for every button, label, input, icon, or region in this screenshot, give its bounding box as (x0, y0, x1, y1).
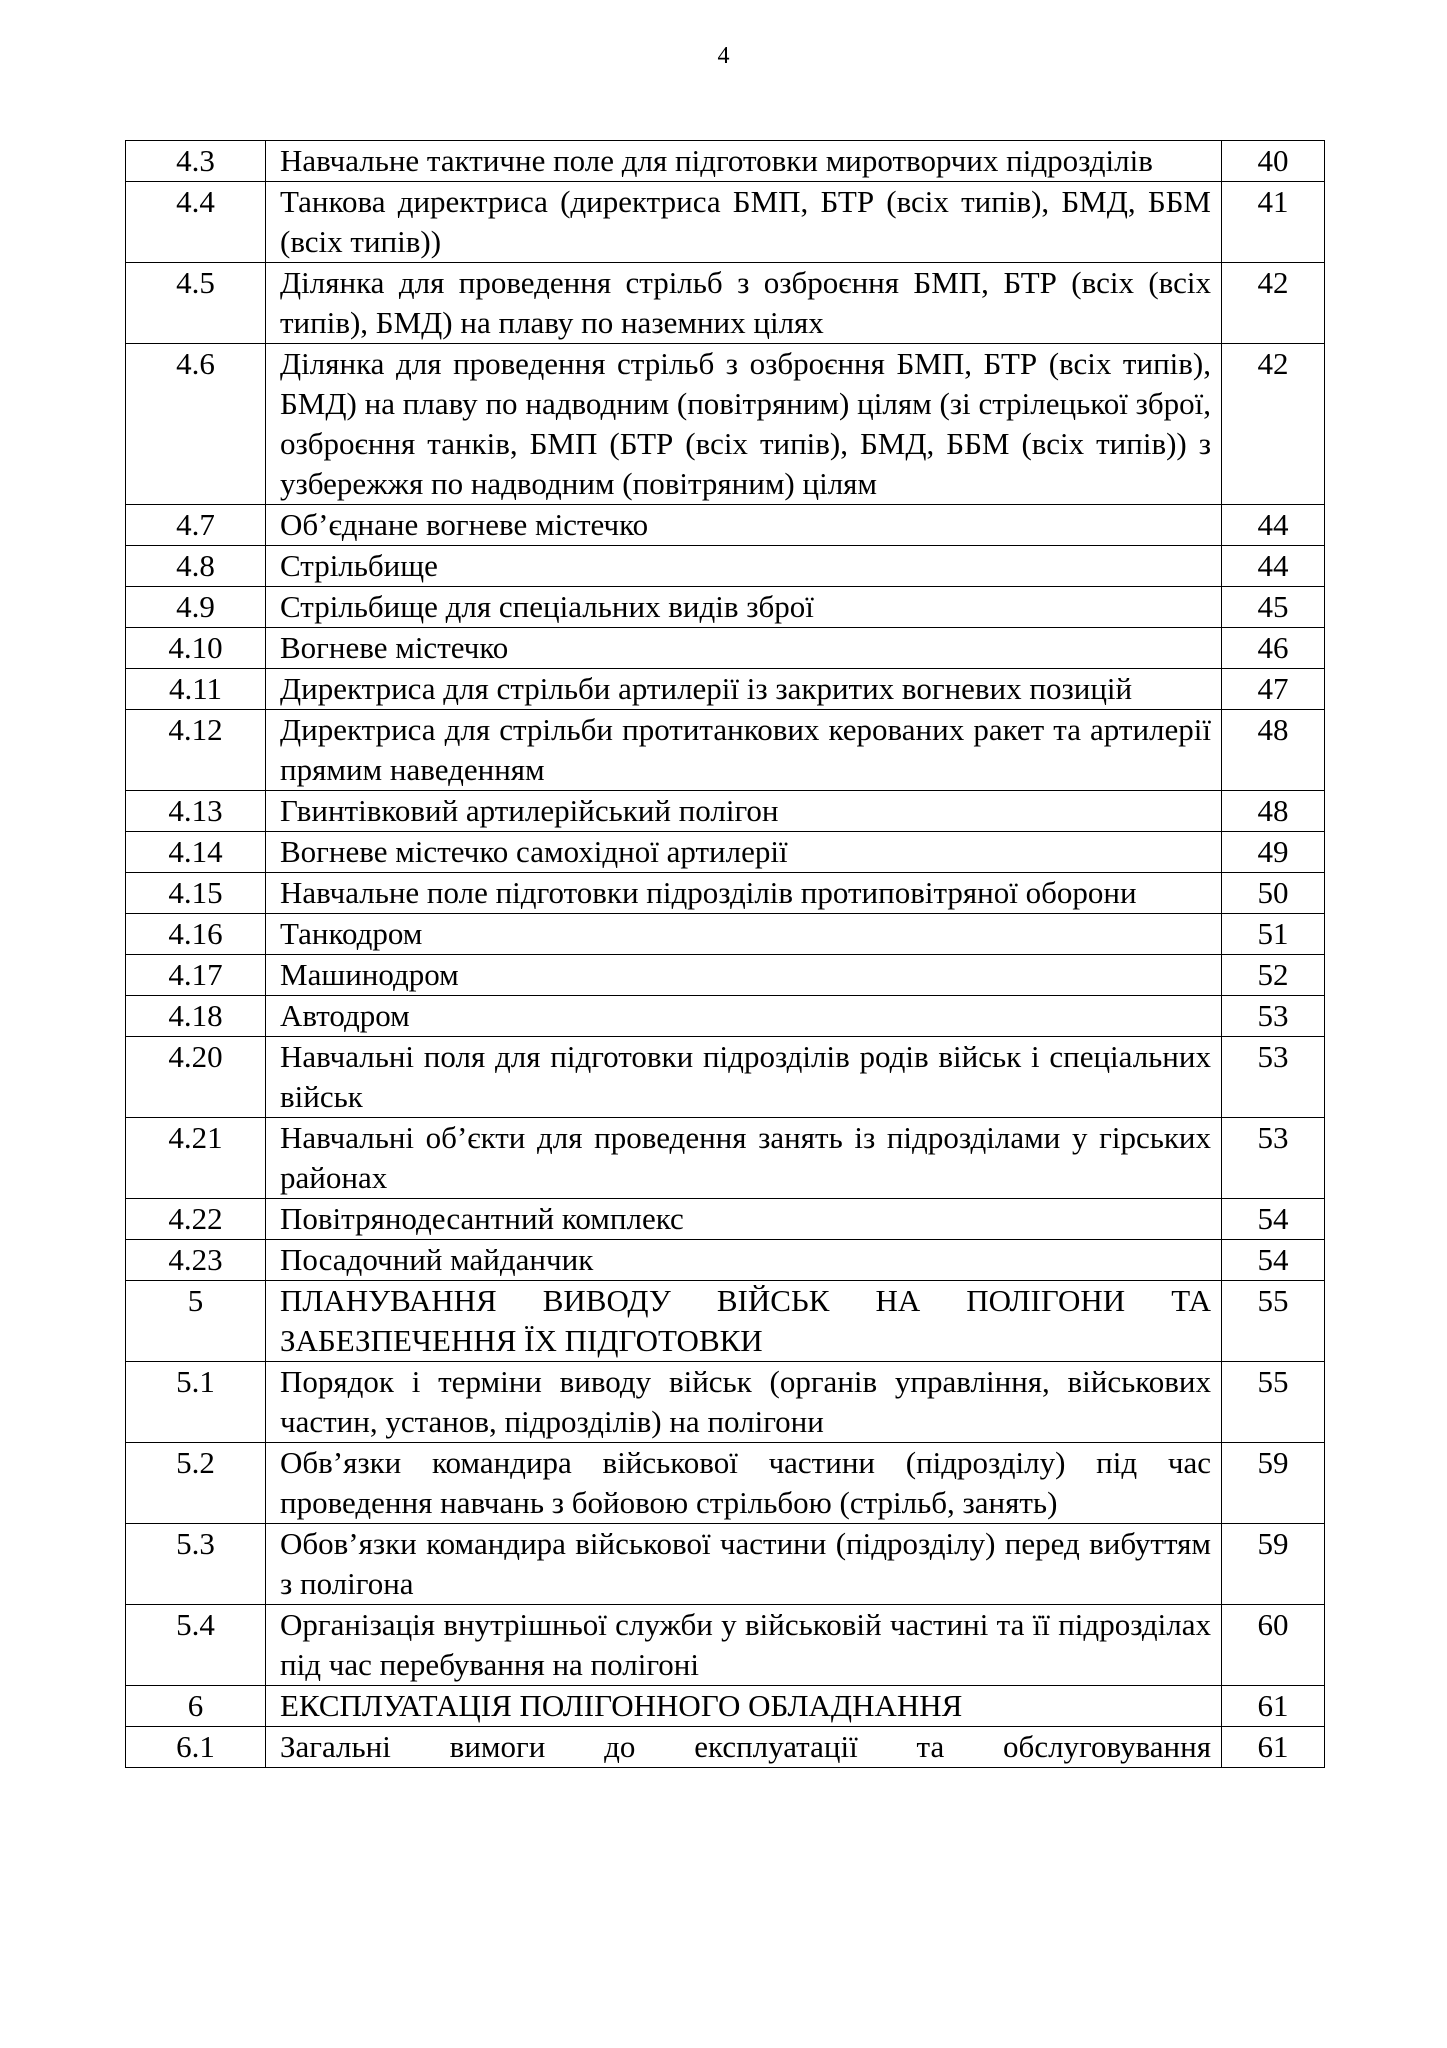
toc-row (126, 628, 1325, 669)
toc-section-title: Стрільбище (266, 546, 1222, 587)
toc-section-number: 5.3 (126, 1524, 266, 1605)
toc-section-title: Повітрянодесантний комплекс (266, 1199, 1222, 1240)
toc-row (126, 1118, 1325, 1199)
toc-row (126, 1199, 1325, 1240)
toc-row (126, 1686, 1325, 1727)
toc-section-title: Машинодром (266, 955, 1222, 996)
toc-page-number: 55 (1222, 1362, 1325, 1443)
toc-row (126, 955, 1325, 996)
toc-page-number: 49 (1222, 832, 1325, 873)
toc-section-number: 4.10 (126, 628, 266, 669)
toc-page-number: 50 (1222, 873, 1325, 914)
toc-section-number: 6.1 (126, 1727, 266, 1768)
toc-section-number: 5 (126, 1281, 266, 1362)
toc-page-number: 61 (1222, 1727, 1325, 1768)
toc-page-number: 52 (1222, 955, 1325, 996)
table-of-contents (125, 140, 1325, 1768)
toc-row (126, 873, 1325, 914)
toc-row (126, 505, 1325, 546)
toc-section-number: 4.9 (126, 587, 266, 628)
toc-section-number: 4.8 (126, 546, 266, 587)
toc-row (126, 263, 1325, 344)
toc-page-number: 59 (1222, 1524, 1325, 1605)
toc-section-number: 4.4 (126, 182, 266, 263)
toc-section-title: Стрільбище для спеціальних видів зброї (266, 587, 1222, 628)
toc-section-title: Загальні вимоги до експлуатації та обслуговування (266, 1727, 1222, 1768)
toc-section-number: 4.13 (126, 791, 266, 832)
toc-row (126, 1037, 1325, 1118)
toc-page-number: 41 (1222, 182, 1325, 263)
toc-section-number: 5.1 (126, 1362, 266, 1443)
toc-page-number: 42 (1222, 263, 1325, 344)
toc-row (126, 669, 1325, 710)
toc-row (126, 182, 1325, 263)
toc-row (126, 1524, 1325, 1605)
toc-page-number: 59 (1222, 1443, 1325, 1524)
toc-page-number: 53 (1222, 1037, 1325, 1118)
toc-page-number: 40 (1222, 141, 1325, 182)
toc-row (126, 1362, 1325, 1443)
toc-row (126, 141, 1325, 182)
toc-section-title: Ділянка для проведення стрільб з озброєння БМП, БТР (всіх типів), БМД) на плаву по надводним (повітряним) цілям (зі стрілецької зброї, озброєння танків, БМП (БТР (всіх типів), БМД, ББМ (всіх типів)) з узбережжя по надводним (повітряним) цілям (266, 344, 1222, 505)
toc-section-title: Навчальні об’єкти для проведення занять із підрозділами у гірських районах (266, 1118, 1222, 1199)
toc-row (126, 546, 1325, 587)
toc-section-title: Ділянка для проведення стрільб з озброєння БМП, БТР (всіх (всіх типів), БМД) на плаву по наземних цілях (266, 263, 1222, 344)
toc-section-number: 4.6 (126, 344, 266, 505)
toc-section-title: Навчальне поле підготовки підрозділів протиповітряної оборони (266, 873, 1222, 914)
toc-row (126, 832, 1325, 873)
toc-section-number: 5.2 (126, 1443, 266, 1524)
toc-row (126, 1240, 1325, 1281)
toc-section-title: Директриса для стрільби протитанкових керованих ракет та артилерії прямим наведенням (266, 710, 1222, 791)
toc-row (126, 1443, 1325, 1524)
toc-row (126, 1605, 1325, 1686)
toc-section-number: 4.22 (126, 1199, 266, 1240)
toc-page-number: 53 (1222, 1118, 1325, 1199)
toc-section-number: 4.18 (126, 996, 266, 1037)
toc-section-title: Танкодром (266, 914, 1222, 955)
toc-page-number: 47 (1222, 669, 1325, 710)
toc-row (126, 1727, 1325, 1768)
toc-section-number: 4.16 (126, 914, 266, 955)
toc-page-number: 51 (1222, 914, 1325, 955)
toc-section-title: Вогневе містечко (266, 628, 1222, 669)
toc-page-number: 44 (1222, 505, 1325, 546)
toc-section-title: Об’єднане вогневе містечко (266, 505, 1222, 546)
toc-section-number: 4.11 (126, 669, 266, 710)
toc-page-number: 60 (1222, 1605, 1325, 1686)
toc-page-number: 54 (1222, 1240, 1325, 1281)
page-number: 4 (717, 43, 730, 69)
toc-section-title: Обв’язки командира військової частини (підрозділу) під час проведення навчань з бойовою стрільбою (стрільб, занять) (266, 1443, 1222, 1524)
toc-section-number: 4.12 (126, 710, 266, 791)
toc-section-title: Порядок і терміни виводу військ (органів управління, військових частин, установ, підрозділів) на полігони (266, 1362, 1222, 1443)
toc-row (126, 1281, 1325, 1362)
toc-page-number: 61 (1222, 1686, 1325, 1727)
toc-row (126, 710, 1325, 791)
toc-section-number: 4.3 (126, 141, 266, 182)
toc-page-number: 44 (1222, 546, 1325, 587)
toc-row (126, 914, 1325, 955)
toc-row (126, 344, 1325, 505)
toc-page-number: 53 (1222, 996, 1325, 1037)
toc-section-title: Навчальні поля для підготовки підрозділів родів військ і спеціальних військ (266, 1037, 1222, 1118)
toc-section-title: ЕКСПЛУАТАЦІЯ ПОЛІГОННОГО ОБЛАДНАННЯ (266, 1686, 1222, 1727)
toc-section-number: 4.20 (126, 1037, 266, 1118)
toc-page-number: 42 (1222, 344, 1325, 505)
toc-section-number: 5.4 (126, 1605, 266, 1686)
toc-section-number: 4.14 (126, 832, 266, 873)
toc-page-number: 54 (1222, 1199, 1325, 1240)
toc-section-number: 6 (126, 1686, 266, 1727)
toc-section-number: 4.7 (126, 505, 266, 546)
toc-section-title: Гвинтівковий артилерійський полігон (266, 791, 1222, 832)
toc-section-number: 4.15 (126, 873, 266, 914)
toc-section-title: Автодром (266, 996, 1222, 1037)
toc-section-title: Обов’язки командира військової частини (підрозділу) перед вибуттям з полігона (266, 1524, 1222, 1605)
toc-section-title: Вогневе містечко самохідної артилерії (266, 832, 1222, 873)
toc-section-title: Навчальне тактичне поле для підготовки миротворчих підрозділів (266, 141, 1222, 182)
toc-section-title: ПЛАНУВАННЯ ВИВОДУ ВІЙСЬК НА ПОЛІГОНИ ТА ЗАБЕЗПЕЧЕННЯ ЇХ ПІДГОТОВКИ (266, 1281, 1222, 1362)
toc-section-number: 4.21 (126, 1118, 266, 1199)
toc-page-number: 46 (1222, 628, 1325, 669)
toc-section-number: 4.23 (126, 1240, 266, 1281)
toc-section-title: Танкова директриса (директриса БМП, БТР (всіх типів), БМД, ББМ (всіх типів)) (266, 182, 1222, 263)
toc-page-number: 45 (1222, 587, 1325, 628)
toc-page-number: 55 (1222, 1281, 1325, 1362)
toc-section-title: Організація внутрішньої служби у військовій частині та її підрозділах під час перебування на полігоні (266, 1605, 1222, 1686)
toc-page-number: 48 (1222, 791, 1325, 832)
toc-row (126, 996, 1325, 1037)
toc-section-number: 4.5 (126, 263, 266, 344)
toc-body (126, 141, 1325, 1768)
toc-section-title: Посадочний майданчик (266, 1240, 1222, 1281)
toc-row (126, 587, 1325, 628)
toc-page-number: 48 (1222, 710, 1325, 791)
toc-section-number: 4.17 (126, 955, 266, 996)
toc-section-title: Директриса для стрільби артилерії із закритих вогневих позицій (266, 669, 1222, 710)
toc-row (126, 791, 1325, 832)
